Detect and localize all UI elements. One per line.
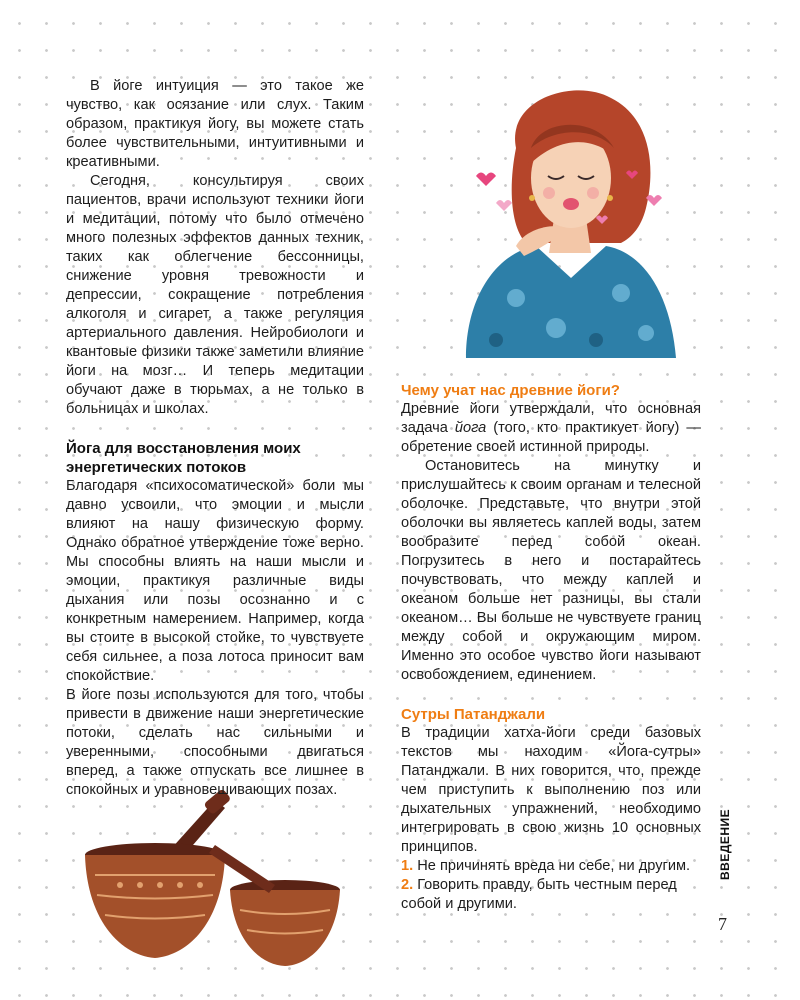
list-text: Говорить правду, быть честным перед собой и другими. <box>401 877 677 912</box>
text-part: (того, кто практикует йогу) — обретение своей истинной природы. <box>401 420 701 455</box>
chapter-side-label: ВВЕДЕНИЕ <box>718 808 732 880</box>
list-number: 1. <box>401 858 414 874</box>
intro-paragraph: В йоге интуиция — это такое же чувство, как осязание или слух. Таким образом, практикуя йогу, вы можете стать более чувствительными, интуитивными и креативными. <box>66 78 364 170</box>
doctors-paragraph: Сегодня, консультируя своих пациентов, врачи используют техники йоги и медитации, потому что было отмечено много полезных эффектов данных техник, таких как облегчение бессонницы, снижение уровня тревожности и депрессии, сокращение потребления алкоголя и сигарет, а также регуляция артериального давления. Нейробиологи и квантовые физики также заметили влияние йоги на мозг… И теперь медитации обучают даже в тюрьмах, а не только в больницах и школах. <box>66 173 364 417</box>
principles-list <box>401 857 701 914</box>
list-text: Не причинять вреда ни себе, ни другим. <box>417 858 691 874</box>
text-part: Древние йоги утверждали, что основная задача <box>401 401 701 436</box>
sutras-heading: Сутры Патанджали <box>401 706 546 723</box>
emphasis-yoga: йога <box>454 420 487 436</box>
woman-blowing-kiss-illustration <box>446 78 696 358</box>
left-column <box>66 77 364 800</box>
page-number: 7 <box>718 914 727 934</box>
list-number: 2. <box>401 877 414 893</box>
ancient-yogis-paragraph <box>401 400 701 457</box>
list-item <box>401 857 701 876</box>
energy-paragraph: Благодаря «психосоматической» боли мы давно усвоили, что эмоции и мысли влияют на нашу физическую форму. Однако обратное утверждение тоже верно. Мы способны влиять на наши мысли и эмоции, практикуя различные виды дыхания или позы осознанно и с конкретным намерением. Например, когда вы стоите в высокой стойке, то чувствуете себя сильнее, а поза лотоса приносит вам спокойствие. <box>66 478 364 684</box>
poses-paragraph: В йоге позы используются для того, чтобы привести в движение наши энергетические потоки, сделать нас сильными и уверенными, способными двигаться вперед, а также отпускать все лишнее в спокойных и уравновешивающих позах. <box>66 687 364 798</box>
ancient-yogis-heading: Чему учат нас древние йоги? <box>401 382 620 399</box>
list-item <box>401 876 701 914</box>
right-column <box>401 381 701 914</box>
energy-section-heading: Йога для восстановления моих энергетических потоков <box>66 440 301 476</box>
sutras-paragraph: В традиции хатха-йоги среди базовых текстов мы находим «Йога-сутры» Патанджали. В них говорится, что, прежде чем приступить к выполнению поз или дыхательных упражнений, необходимо интегрировать в свою жизнь 10 основных принципов. <box>401 725 701 855</box>
ocean-paragraph: Остановитесь на минутку и прислушайтесь к своим органам и телесной оболочке. Представьте, что внутри этой оболочки вы являетесь каплей воды, затем вообразите перед собой океан. Погрузитесь в него и постарайтесь почувствовать, что между каплей и океаном больше нет разницы, вы стали океаном… Вы больше не чувствуете границ между собой и окружающим миром. Именно это особое чувство йоги называют освобождением, единением. <box>401 458 701 683</box>
singing-bowls-illustration <box>75 790 365 980</box>
